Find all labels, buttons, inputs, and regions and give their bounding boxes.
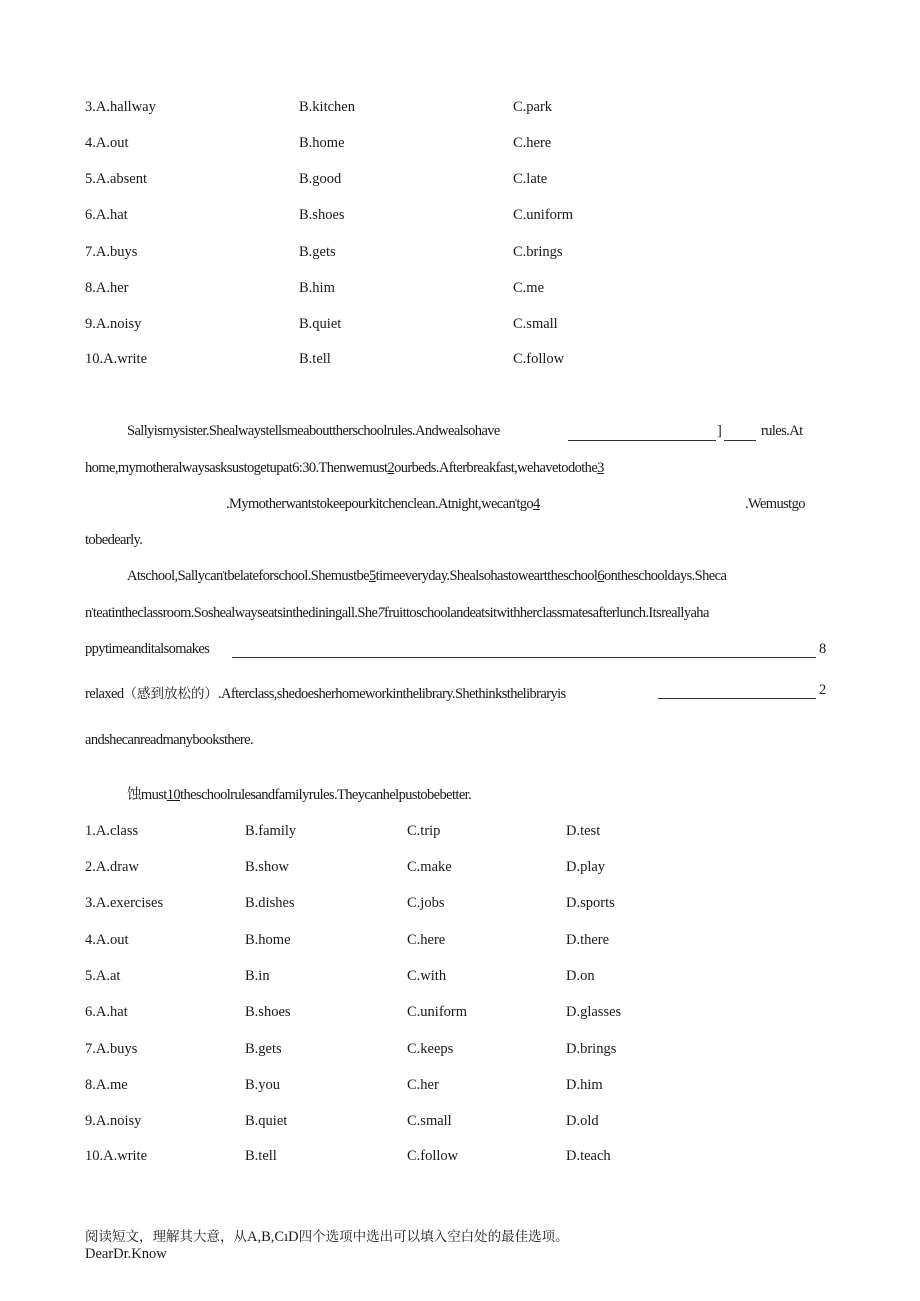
option-b: B.good (299, 171, 342, 187)
option-c: C.late (513, 171, 548, 187)
option-a: 8.A.her (85, 280, 129, 296)
answer-blank-1b (724, 440, 756, 441)
option-a: 5.A.at (85, 968, 121, 984)
option-c: C.trip (407, 823, 441, 839)
option-a: 2.A.draw (85, 859, 139, 875)
option-c: C.keeps (407, 1041, 454, 1057)
option-d: D.him (566, 1077, 603, 1093)
passage-line: Sallyismysister.Shealwaystellsmeabouttherschoolrules.Andwealsohave (127, 423, 500, 439)
option-b: B.quiet (299, 316, 342, 332)
option-d: D.there (566, 932, 610, 948)
blank-number: 2 (819, 682, 826, 698)
option-c: C.with (407, 968, 447, 984)
option-c: C.her (407, 1077, 439, 1093)
blank-number: 6 (597, 568, 604, 584)
option-c: C.follow (407, 1148, 459, 1164)
option-b: B.tell (299, 351, 331, 367)
option-c: C.me (513, 280, 545, 296)
option-c: C.uniform (407, 1004, 468, 1020)
option-a: 8.A.me (85, 1077, 128, 1093)
option-b: B.family (245, 823, 297, 839)
option-a: 10.A.write (85, 351, 148, 367)
option-b: B.shoes (299, 207, 345, 223)
option-d: D.play (566, 859, 606, 875)
blank-number: 3 (597, 460, 604, 476)
passage-line: andshecanreadmanybooksthere. (85, 732, 253, 748)
option-a: 7.A.buys (85, 1041, 138, 1057)
option-a: 4.A.out (85, 135, 129, 151)
bracket-mark: ] (717, 423, 722, 439)
option-a: 9.A.noisy (85, 1113, 142, 1129)
answer-blank-8 (232, 657, 816, 658)
option-b: B.you (245, 1077, 281, 1093)
option-b: B.gets (299, 244, 336, 260)
option-c: C.small (407, 1113, 452, 1129)
passage-text: .Wemustgo (745, 496, 805, 512)
passage-line: home,mymotheralwaysasksustogetupat6:30.Thenwemust2ourbeds.Afterbreakfast,wehavetodothe3 (85, 460, 604, 476)
option-a: 6.A.hat (85, 1004, 128, 1020)
answer-blank-1 (568, 440, 716, 441)
option-b: B.tell (245, 1148, 277, 1164)
option-a: 5.A.absent (85, 171, 148, 187)
option-b: B.kitchen (299, 99, 355, 115)
blank-number: 10 (166, 787, 181, 803)
answer-blank-9 (658, 698, 816, 699)
option-a: 1.A.class (85, 823, 139, 839)
option-a: 10.A.write (85, 1148, 148, 1164)
passage-line: 蚀must10theschoolrulesandfamilyrules.Theycanhelpustobebetter. (127, 787, 472, 803)
passage-line: relaxed（感到放松的）.Afterclass,shedoesherhomeworkinthelibrary.Shethinksthelibraryis (85, 686, 566, 702)
passage-text: rules.At (761, 423, 803, 439)
option-d: D.brings (566, 1041, 617, 1057)
passage-line: Atschool,Sallycan'tbelateforschool.Shemustbe5timeeveryday.Shealsohastowearttheschool6ontheschooldays.Sheca (127, 568, 727, 584)
option-d: D.test (566, 823, 601, 839)
option-b: B.shoes (245, 1004, 291, 1020)
option-c: C.uniform (513, 207, 574, 223)
passage-line: .Mymotherwantstokeepourkitchenclean.Atnight,wecan'tgo4 (226, 496, 540, 512)
blank-number: 7 (377, 605, 385, 621)
option-b: B.home (299, 135, 345, 151)
option-c: C.jobs (407, 895, 445, 911)
option-d: D.glasses (566, 1004, 622, 1020)
option-a: 9.A.noisy (85, 316, 142, 332)
option-c: C.here (407, 932, 446, 948)
option-b: B.gets (245, 1041, 282, 1057)
option-d: D.on (566, 968, 595, 984)
option-b: B.in (245, 968, 270, 984)
option-b: B.home (245, 932, 291, 948)
option-a: 4.A.out (85, 932, 129, 948)
option-a: 7.A.buys (85, 244, 138, 260)
passage-line: n'teatintheclassroom.Soshealwayseatsinthediningall.She7fruittoschoolandeatsitwithherclassmatesafterlunch.Itsreallyaha (85, 605, 709, 621)
option-c: C.small (513, 316, 558, 332)
option-b: B.show (245, 859, 289, 875)
option-a: 3.A.hallway (85, 99, 156, 115)
option-b: B.dishes (245, 895, 295, 911)
option-c: C.make (407, 859, 452, 875)
option-c: C.here (513, 135, 552, 151)
passage-line: ppytimeanditalsomakes (85, 641, 210, 657)
blank-number: 4 (533, 496, 540, 512)
option-d: D.teach (566, 1148, 611, 1164)
option-c: C.brings (513, 244, 563, 260)
option-b: B.quiet (245, 1113, 288, 1129)
passage-line: tobedearly. (85, 532, 143, 548)
option-b: B.him (299, 280, 335, 296)
blank-number: 8 (819, 641, 826, 657)
option-c: C.park (513, 99, 553, 115)
option-d: D.sports (566, 895, 615, 911)
instruction-line: 阅读短文，理解其大意，从A,B,CıD四个选项中选出可以填入空白处的最佳选项。 (85, 1229, 569, 1245)
option-d: D.old (566, 1113, 599, 1129)
option-c: C.follow (513, 351, 565, 367)
letter-salutation: DearDr.Know (85, 1246, 167, 1262)
blank-number: 2 (387, 460, 395, 476)
option-a: 3.A.exercises (85, 895, 164, 911)
option-a: 6.A.hat (85, 207, 128, 223)
blank-number: 5 (369, 568, 376, 584)
